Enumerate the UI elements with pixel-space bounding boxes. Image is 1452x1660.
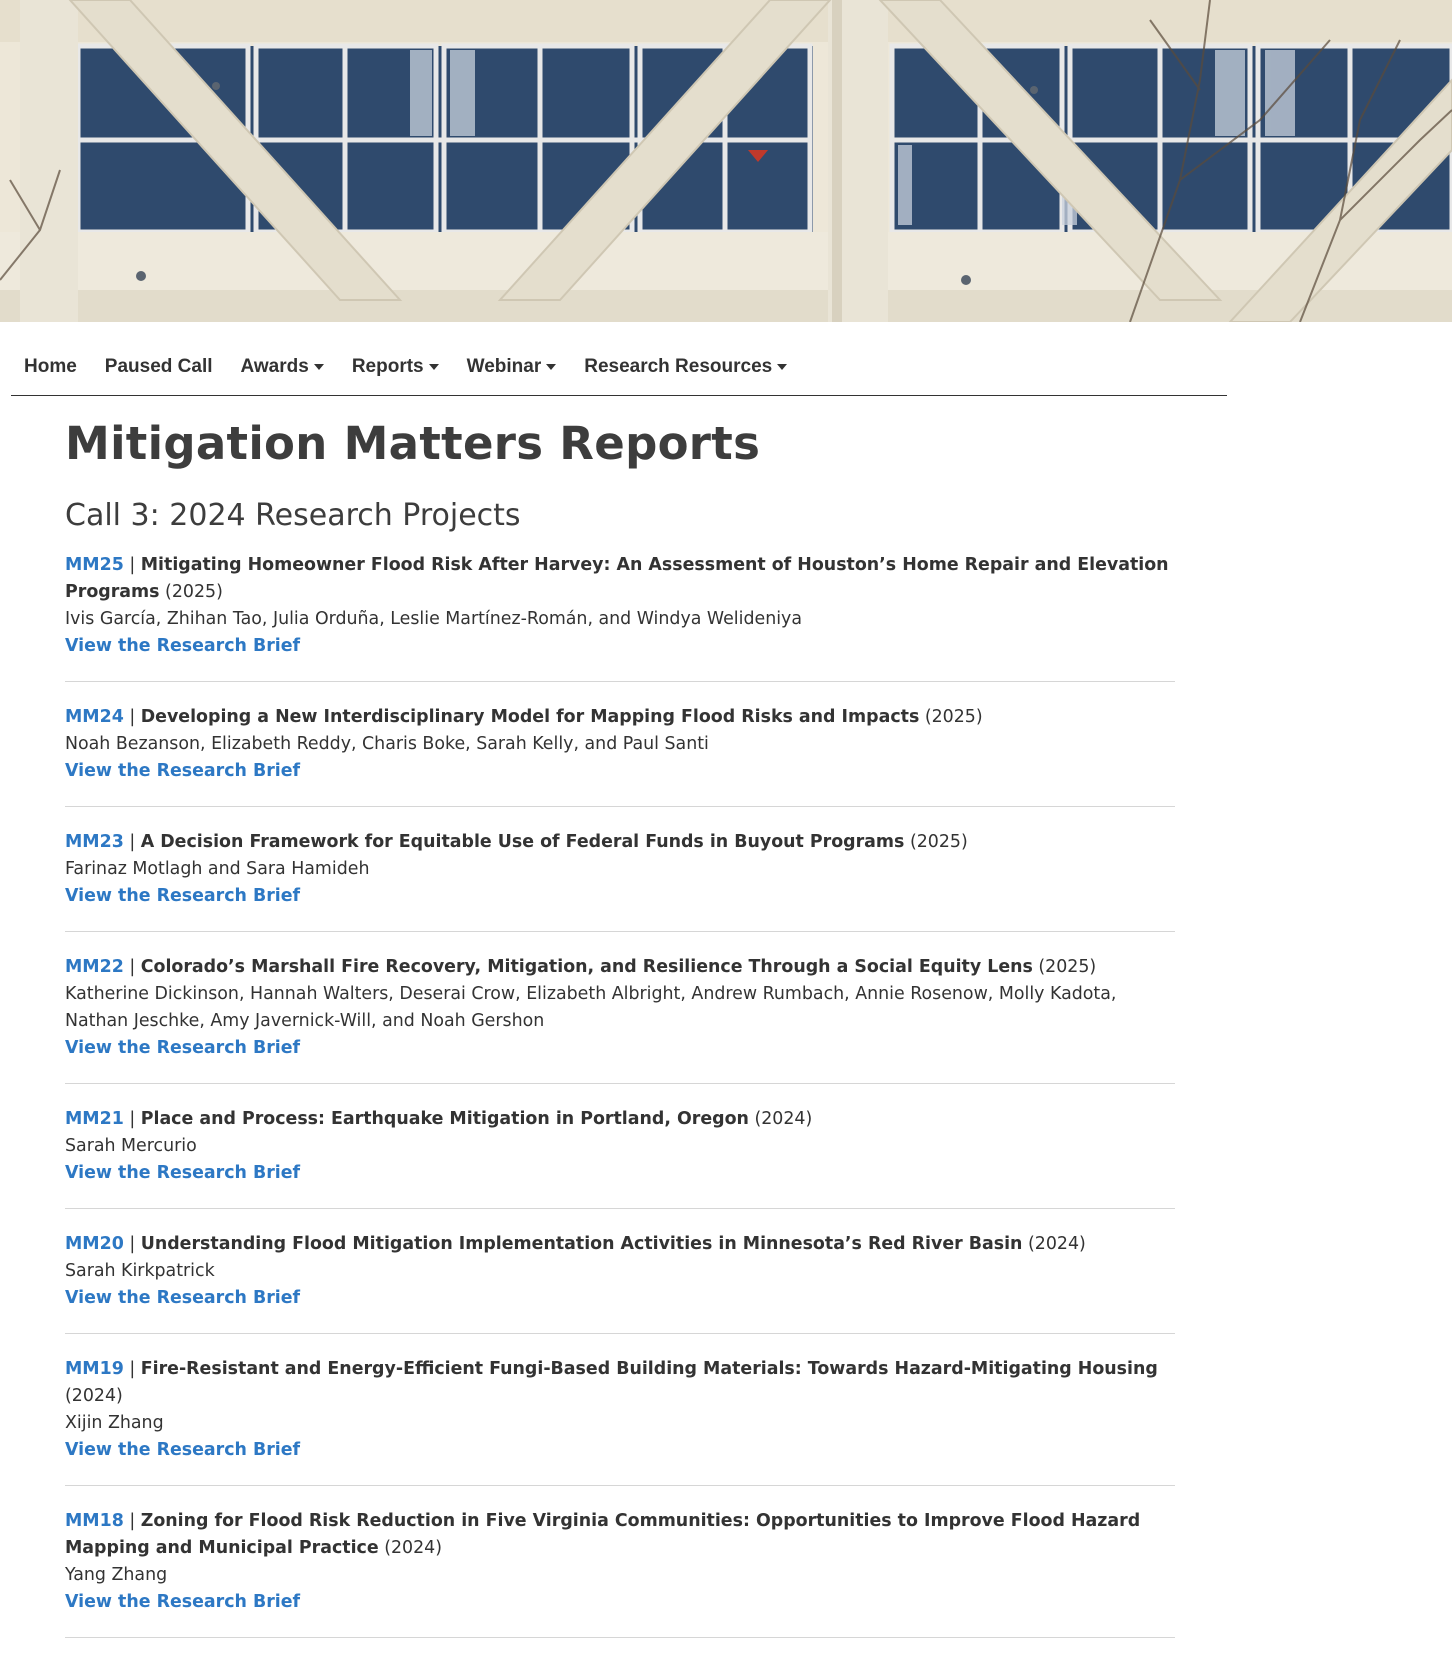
nav-item-reports[interactable]	[352, 356, 439, 378]
report-code-link[interactable]: MM21	[65, 1109, 124, 1129]
caret-down-icon	[777, 364, 787, 370]
report-year: (2024)	[1027, 1234, 1086, 1254]
report-code-link[interactable]: MM23	[65, 832, 124, 852]
report-year: (2025)	[1038, 957, 1097, 977]
view-research-brief-link[interactable]: View the Research Brief	[65, 886, 301, 906]
separator: |	[123, 1511, 141, 1531]
report-entry	[65, 1508, 1175, 1638]
report-code-link[interactable]: MM24	[65, 707, 124, 727]
nav-item-home[interactable]	[24, 356, 77, 378]
nav-item-webinar[interactable]	[467, 356, 557, 378]
report-code-link[interactable]: MM19	[65, 1359, 124, 1379]
report-title: Zoning for Flood Risk Reduction in Five Virginia Communities: Opportunities to Improve Flood Hazard Mapping and Municipal Practice	[65, 1511, 1141, 1558]
report-authors: Sarah Kirkpatrick	[65, 1261, 215, 1281]
report-authors: Yang Zhang	[65, 1565, 168, 1585]
view-research-brief-link[interactable]: View the Research Brief	[65, 1440, 301, 1460]
report-entry	[65, 1231, 1175, 1334]
report-authors: Farinaz Motlagh and Sara Hamideh	[65, 859, 370, 879]
nav-item-label: Research Resources	[584, 356, 773, 377]
report-authors: Sarah Mercurio	[65, 1136, 197, 1156]
view-research-brief-link[interactable]: View the Research Brief	[65, 1592, 301, 1612]
report-heading	[65, 954, 1175, 981]
report-authors: Ivis García, Zhihan Tao, Julia Orduña, Leslie Martínez-Román, and Windya Welideniya	[65, 609, 803, 629]
report-year: (2025)	[165, 582, 223, 602]
report-year: (2025)	[909, 832, 968, 852]
caret-down-icon	[429, 364, 439, 370]
nav-item-label: Awards	[240, 356, 309, 377]
hero-banner-image	[0, 0, 1452, 322]
report-title: Place and Process: Earthquake Mitigation in Portland, Oregon	[140, 1109, 749, 1129]
separator: |	[123, 555, 141, 575]
separator: |	[123, 957, 141, 977]
view-research-brief-link[interactable]: View the Research Brief	[65, 1163, 301, 1183]
report-authors: Katherine Dickinson, Hannah Walters, Deserai Crow, Elizabeth Albright, Andrew Rumbach, Annie Rosenow, Molly Kadota, Nathan Jeschke, Amy Javernick-Will, and Noah Gershon	[65, 984, 1117, 1031]
report-entry	[65, 954, 1175, 1084]
separator: |	[123, 1109, 141, 1129]
nav-item-label: Webinar	[466, 356, 542, 377]
nav-item-paused-call[interactable]	[105, 356, 213, 378]
report-title: Mitigating Homeowner Flood Risk After Harvey: An Assessment of Houston’s Home Repair and Elevation Programs	[65, 555, 1169, 602]
report-heading	[65, 552, 1175, 606]
nav-item-label: Reports	[351, 356, 424, 377]
report-heading	[65, 1231, 1175, 1258]
report-code-link[interactable]: MM22	[65, 957, 124, 977]
separator: |	[123, 1234, 141, 1254]
report-heading	[65, 1356, 1175, 1410]
report-title: A Decision Framework for Equitable Use of Federal Funds in Buyout Programs	[140, 832, 905, 852]
report-entry	[65, 829, 1175, 932]
view-research-brief-link[interactable]: View the Research Brief	[65, 1038, 301, 1058]
separator: |	[123, 832, 141, 852]
nav-item-label: Home	[24, 356, 77, 377]
report-heading	[65, 704, 1175, 731]
report-list	[65, 552, 1175, 1638]
nav-list	[24, 356, 815, 378]
view-research-brief-link[interactable]: View the Research Brief	[65, 1288, 301, 1308]
separator: |	[123, 707, 141, 727]
report-title: Fire-Resistant and Energy-Efficient Fungi-Based Building Materials: Towards Hazard-Mitigating Housing	[140, 1359, 1158, 1379]
view-research-brief-link[interactable]: View the Research Brief	[65, 636, 301, 656]
report-year: (2025)	[924, 707, 983, 727]
building-facade-illustration	[0, 0, 1452, 322]
report-heading	[65, 1508, 1175, 1562]
caret-down-icon	[314, 364, 324, 370]
main-navigation	[11, 322, 1227, 396]
report-title: Colorado’s Marshall Fire Recovery, Mitigation, and Resilience Through a Social Equity Lens	[140, 957, 1033, 977]
report-entry	[65, 1356, 1175, 1486]
report-title: Understanding Flood Mitigation Implementation Activities in Minnesota’s Red River Basin	[140, 1234, 1023, 1254]
report-heading	[65, 1106, 1175, 1133]
report-code-link[interactable]: MM18	[65, 1511, 124, 1531]
report-heading	[65, 829, 1175, 856]
report-entry	[65, 552, 1175, 682]
report-entry	[65, 1106, 1175, 1209]
main-content	[65, 398, 1175, 1660]
report-code-link[interactable]: MM25	[65, 555, 124, 575]
caret-down-icon	[546, 364, 556, 370]
report-year: (2024)	[754, 1109, 813, 1129]
report-title: Developing a New Interdisciplinary Model for Mapping Flood Risks and Impacts	[140, 707, 920, 727]
report-entry	[65, 704, 1175, 807]
nav-item-research-resources[interactable]	[584, 356, 787, 378]
report-code-link[interactable]: MM20	[65, 1234, 124, 1254]
separator: |	[123, 1359, 141, 1379]
view-research-brief-link[interactable]: View the Research Brief	[65, 761, 301, 781]
report-year: (2024)	[65, 1386, 123, 1406]
nav-item-awards[interactable]	[241, 356, 324, 378]
section-title: Call 3: 2024 Research Projects	[65, 498, 521, 533]
report-authors: Noah Bezanson, Elizabeth Reddy, Charis Boke, Sarah Kelly, and Paul Santi	[65, 734, 709, 754]
page-title: Mitigation Matters Reports	[65, 417, 761, 470]
nav-item-label: Paused Call	[104, 356, 213, 377]
report-year: (2024)	[384, 1538, 443, 1558]
report-authors: Xijin Zhang	[65, 1413, 164, 1433]
